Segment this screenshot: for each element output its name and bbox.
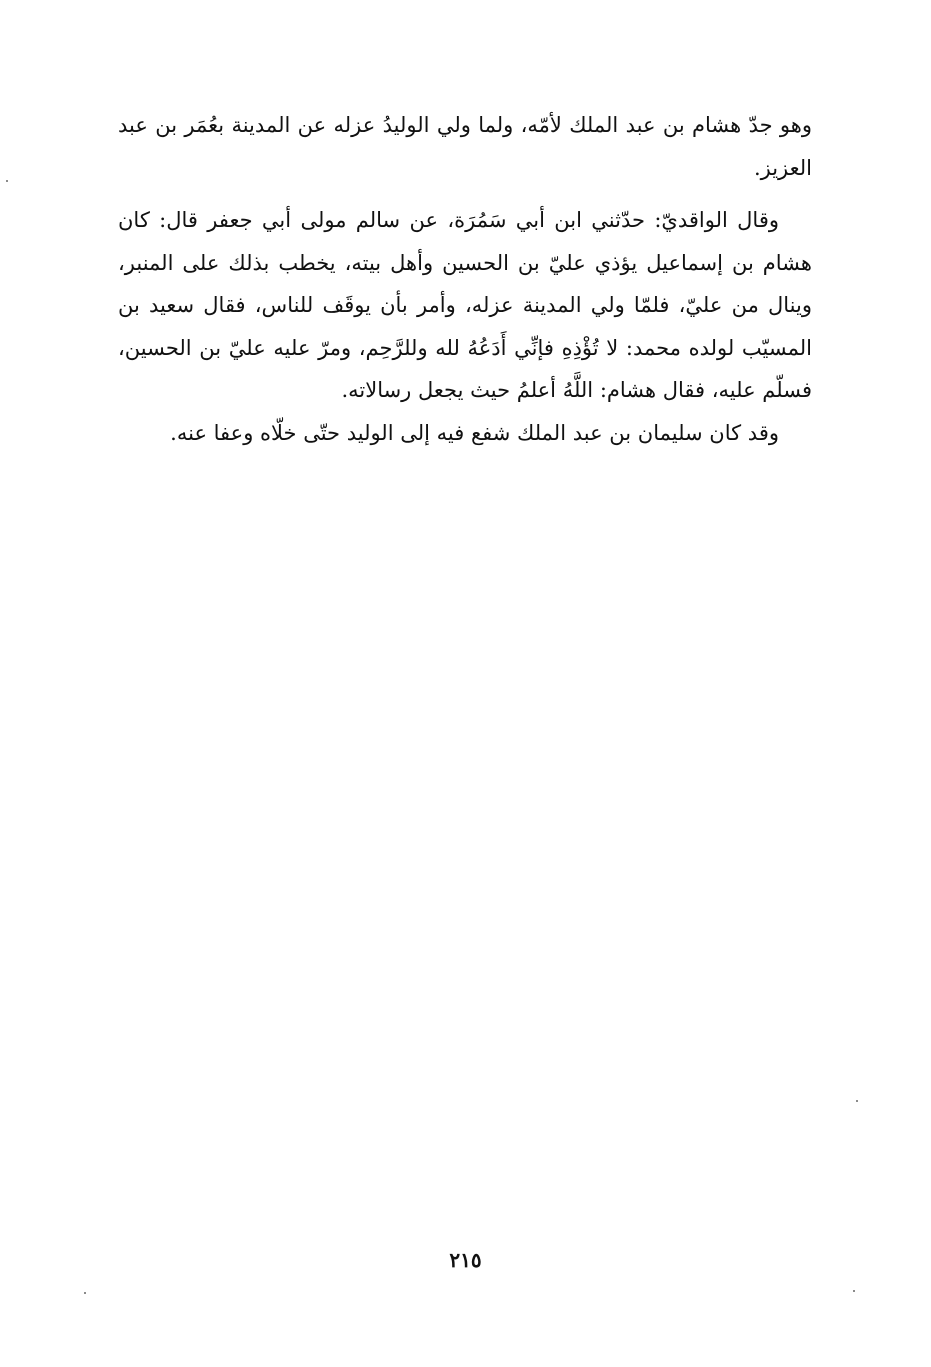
body-text	[118, 104, 812, 454]
scan-speck	[856, 1100, 858, 1102]
page-number: ٢١٥	[449, 1248, 482, 1272]
paragraph-2: وقال الواقديّ: حدّثني ابن أبي سَمُرَة، عن سالم مولى أبي جعفر قال: كان هشام بن إسماعيل يؤذي عليّ بن الحسين وأهل بيته، يخطب بذلك على المنبر، وينال من عليّ، فلمّا ولي المدينة عزله، وأمر بأن يوقَف للناس، فقال سعيد بن المسيّب لولده محمد: لا تُؤْذِهِ فإنِّي أَدَعُهُ لله وللرَّحِم، ومرّ عليه عليّ بن الحسين، فسلّم عليه، فقال هشام: اللَّهُ أعلمُ حيث يجعل رسالاته.	[118, 208, 812, 402]
paragraph-1: وهو جدّ هشام بن عبد الملك لأمّه، ولما ولي الوليدُ عزله عن المدينة بعُمَر بن عبد العزيز.	[118, 113, 812, 180]
paragraph-3: وقد كان سليمان بن عبد الملك شفع فيه إلى الوليد حتّى خلّاه وعفا عنه.	[170, 420, 779, 445]
scan-speck	[84, 1292, 86, 1294]
scan-speck	[853, 1290, 855, 1292]
scan-speck	[6, 180, 8, 182]
